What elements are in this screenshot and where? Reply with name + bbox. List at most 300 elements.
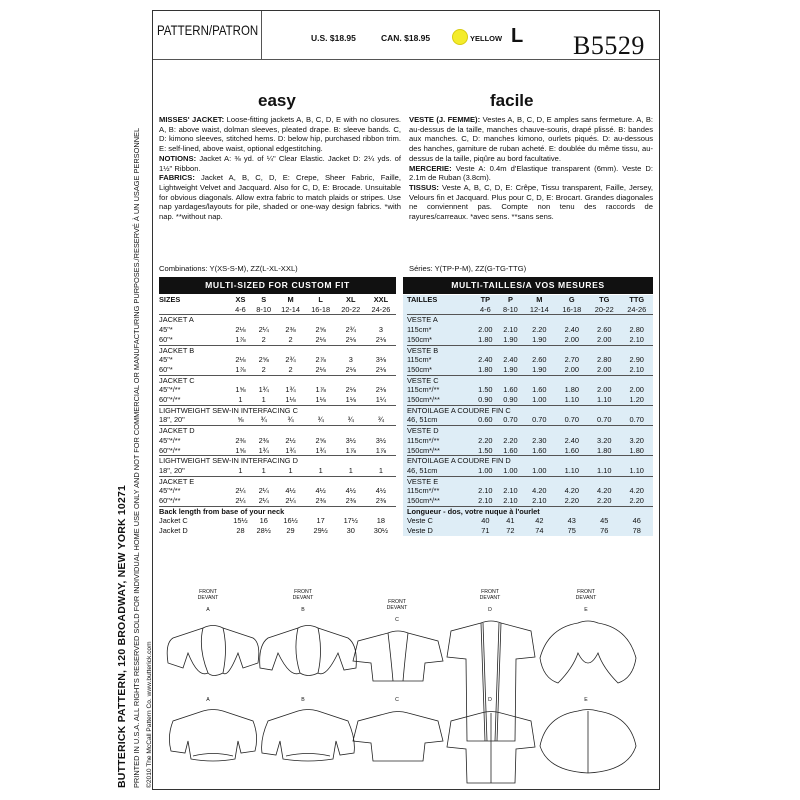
en-yardage-value: 4½: [375, 486, 387, 496]
en-yardage-value: 1: [238, 465, 243, 475]
view-letter-c-back: C: [395, 697, 399, 703]
fr-yardage-value: 1.20: [629, 395, 644, 405]
fr-yardage-value: 1.10: [629, 465, 644, 475]
front-label-d: FRONT DEVANT: [479, 589, 501, 601]
fr-table-row: [407, 355, 653, 365]
en-size-name: XS: [235, 295, 246, 304]
en-group-title: JACKET C: [159, 375, 396, 385]
en-back-length-value: 30½: [373, 526, 389, 536]
en-yardage-value: 1¼: [375, 395, 387, 405]
en-desc-label: MISSES' JACKET:: [159, 115, 225, 124]
en-size-name: L: [318, 295, 323, 304]
fr-group-title-row: [407, 456, 653, 466]
en-yardage-value: 2⅛: [375, 364, 387, 374]
fr-table: [407, 295, 653, 536]
fr-back-length-value: 78: [632, 526, 641, 536]
en-yardage-value: 3½: [375, 435, 387, 445]
en-yardage-value: ¾: [260, 415, 267, 425]
en-size-header: [159, 295, 396, 305]
en-yardage-value: 2: [288, 364, 293, 374]
fr-yardage-value: 1.10: [564, 465, 579, 475]
en-yardage-value: 2⅛: [375, 385, 387, 395]
fr-yardage-value: 1.80: [478, 364, 493, 374]
fr-yardage-value: 2.20: [564, 496, 579, 506]
en-back-length-value: 28½: [256, 526, 271, 536]
en-yardage-value: 2¼: [258, 486, 269, 496]
en-fabric-width: 45"*: [159, 325, 173, 335]
fr-back-length-title: Longueur - dos, votre nuque à l'ourlet: [407, 506, 653, 516]
fr-group-title: ENTOILAGE A COUDRE FIN D: [407, 456, 653, 466]
fr-yardage-value: 4.20: [597, 486, 612, 496]
fr-size-header: [407, 295, 653, 305]
spine-copyright: ©2010 The McCall Pattern Co. www.butterick.com: [146, 641, 153, 788]
fr-yardage-value: 0.70: [503, 415, 518, 425]
fr-group-title: ENTOILAGE A COUDRE FIN C: [407, 405, 653, 415]
en-yardage-value: 1⅛: [315, 395, 326, 405]
fr-size-range: 16-18: [562, 304, 582, 314]
fr-fabric-width: 150cm*/**: [407, 445, 440, 455]
french-heading: facile: [490, 91, 534, 110]
back-view-a: [169, 710, 256, 762]
en-yardage-value: 2: [288, 334, 293, 344]
en-back-length-value: 17½: [343, 516, 358, 526]
fr-group-title-row: [407, 405, 653, 415]
pattern-label: PATTERN/PATRON: [157, 22, 259, 38]
en-yardage-value: 1⅞: [375, 445, 387, 455]
fr-yardage-value: 4.20: [532, 486, 547, 496]
view-letter-d-front: D: [488, 607, 492, 613]
fr-yardage-value: 1.00: [478, 465, 493, 475]
fr-table-row: [407, 415, 653, 425]
fr-yardage-value: 0.90: [503, 395, 518, 405]
fr-table-row: [407, 365, 653, 375]
fr-yardage-value: 2.10: [629, 334, 644, 344]
en-back-length-title: Back length from base of your neck: [159, 506, 396, 516]
technical-drawings: [153, 589, 659, 791]
fr-fabric-width: 150cm*/**: [407, 395, 440, 405]
en-yardage-value: 2¼: [258, 496, 269, 506]
fr-yardage-value: 2.00: [629, 385, 644, 395]
en-table: [159, 295, 396, 536]
en-size-range: 8-10: [256, 304, 272, 314]
fr-yardage-value: 2.20: [532, 325, 547, 335]
en-yardage-value: 3½: [345, 435, 356, 445]
fr-group-title-row: [407, 426, 653, 436]
en-back-length-value: 16½: [283, 516, 298, 526]
fr-yardage-value: 1.80: [564, 385, 579, 395]
fr-yardage-value: 2.40: [478, 355, 493, 365]
en-table-row: [159, 325, 396, 335]
en-yardage-value: 2¼: [235, 496, 246, 506]
en-jacket-label: Jacket D: [159, 526, 188, 536]
front-label-c: FRONT DEVANT: [386, 599, 408, 611]
en-notions-label: NOTIONS:: [159, 153, 197, 163]
fr-yardage-value: 1.80: [629, 445, 644, 455]
en-yardage-value: 1⅛: [285, 395, 296, 405]
en-size-range: 24-26: [371, 304, 391, 314]
fr-back-length-value: 43: [567, 516, 576, 526]
en-combinations: Combinations: Y(XS-S-M), ZZ(L-XL-XXL): [159, 264, 298, 273]
en-table-row: [159, 395, 396, 405]
fr-size-name: P: [507, 295, 513, 304]
fr-back-length-value: 40: [481, 516, 490, 526]
en-fabrics-text: Jacket A, B, C, D, E: Crepe, Sheer Fabric, Faille, Lightweight Velvet and Jacquard. Also for C, D, E: Brocade. Unsuitable for obvious diagonals. Allow extra fabric to match plaids or stripes. Use nap yardages/layouts for pile, shaded or one-way design fabrics. *with nap. **without nap.: [159, 173, 401, 222]
fr-back-length-value: 46: [632, 516, 641, 526]
en-yardage-value: 2: [261, 334, 266, 344]
front-label-b: FRONT DEVANT: [292, 589, 314, 601]
en-yardage-value: 1: [238, 395, 243, 405]
en-yardage-value: 2¼: [258, 325, 269, 335]
fr-table-row: [407, 446, 653, 456]
en-group-title-row: [159, 375, 396, 385]
can-price: CAN. $18.95: [381, 33, 431, 43]
view-letter-c-front: C: [395, 617, 399, 623]
fr-yardage-value: 2.00: [597, 334, 612, 344]
en-yardage-value: 2¾: [285, 355, 296, 365]
fr-size-name: G: [568, 295, 575, 304]
en-fabric-width: 45"*: [159, 355, 173, 365]
fr-desc-label: VESTE (J. FEMME):: [409, 115, 481, 124]
en-yardage-value: 2⅛: [345, 385, 356, 395]
fr-fabric-width: 115cm*/**: [407, 486, 440, 496]
back-view-b: [262, 710, 355, 762]
en-size-name: S: [261, 295, 267, 304]
en-fabric-width: 45"*/**: [159, 486, 181, 496]
fr-yardage-value: 2.00: [597, 385, 612, 395]
en-table-row: [159, 415, 396, 425]
en-table-row: [159, 355, 396, 365]
en-yardage-value: 1: [348, 465, 353, 475]
fr-back-length-value: 72: [506, 526, 515, 536]
spine: [108, 10, 154, 790]
en-yardage-value: ¾: [377, 415, 384, 425]
fr-yardage-value: 1.00: [532, 465, 547, 475]
en-size-range: 12-14: [281, 304, 300, 314]
header: [153, 11, 659, 60]
fr-table-row: [407, 335, 653, 345]
en-table-row: [159, 466, 396, 476]
en-yardage-value: 4½: [345, 486, 356, 496]
fr-yardage-value: 4.20: [629, 486, 644, 496]
fr-sizes-label: TAILLES: [407, 295, 438, 304]
en-table-row: [159, 385, 396, 395]
fr-group-title-row: [407, 375, 653, 385]
fr-group-title-row: [407, 315, 653, 325]
en-yardage-value: ⅝: [237, 415, 244, 425]
fr-table-row: [407, 395, 653, 405]
en-yardage-value: 4½: [285, 486, 296, 496]
front-view-e: [540, 621, 636, 683]
fr-fabric-width: 150cm*: [407, 334, 433, 344]
fr-yardage-value: 0.70: [597, 415, 612, 425]
en-yardage-value: 2⅝: [315, 325, 326, 335]
en-yardage-value: 1⅞: [235, 364, 246, 374]
fr-yardage-value: 0.70: [564, 415, 579, 425]
en-group-title-row: [159, 315, 396, 325]
en-yardage-value: 2¼: [235, 486, 246, 496]
color-label: YELLOW: [470, 34, 503, 43]
en-group-title: LIGHTWEIGHT SEW-IN INTERFACING C: [159, 405, 396, 415]
en-size-range: 4-6: [235, 304, 246, 314]
en-group-title-row: [159, 345, 396, 355]
fr-yardage-value: 2.40: [503, 355, 518, 365]
back-view-d: [447, 712, 535, 784]
drawings-svg: [153, 593, 659, 791]
fr-yardage-value: 2.00: [597, 364, 612, 374]
french-description: [409, 115, 653, 222]
fr-yardage-value: 3.20: [629, 435, 644, 445]
en-yardage-value: 2⅛: [345, 364, 356, 374]
fr-fabric-width: 115cm*/**: [407, 385, 440, 395]
en-yardage-value: 2⅛: [315, 334, 326, 344]
en-yardage-value: 2⅛: [375, 334, 387, 344]
fr-size-name: TG: [599, 295, 610, 304]
fr-yardage-value: 0.90: [478, 395, 493, 405]
fr-size-name: TTG: [629, 295, 645, 304]
en-table-row: [159, 446, 396, 456]
fr-yardage-value: 2.90: [629, 355, 644, 365]
fr-yardage-value: 1.80: [597, 445, 612, 455]
fr-yardage-value: 2.10: [532, 496, 547, 506]
fr-fabric-width: 46, 51cm: [407, 415, 438, 425]
en-yardage-value: 1: [318, 465, 323, 475]
fr-yardage-value: 2.00: [564, 364, 579, 374]
en-group-title-row: [159, 456, 396, 466]
fr-group-title: VESTE A: [407, 315, 653, 325]
fr-yardage-value: 1.90: [532, 334, 547, 344]
fr-yardage-value: 2.60: [532, 355, 547, 365]
en-group-title-row: [159, 476, 396, 486]
fr-size-range: 4-6: [480, 304, 491, 314]
fr-yardage-value: 2.00: [564, 334, 579, 344]
en-yardage-value: 2⅛: [235, 325, 246, 335]
fr-back-length-value: 45: [600, 516, 609, 526]
fr-group-title: VESTE E: [407, 476, 653, 486]
fr-yardage-value: 1.90: [503, 334, 518, 344]
en-fabric-width: 60"*: [159, 334, 173, 344]
fr-yardage-value: 1.00: [532, 395, 547, 405]
en-group-title: JACKET B: [159, 345, 396, 355]
en-yardage-value: 2¾: [345, 325, 356, 335]
en-blank-cell: [159, 305, 229, 315]
fr-yardage-value: 2.20: [597, 496, 612, 506]
fr-yardage-value: 2.10: [478, 486, 493, 496]
en-back-length-title-row: [159, 506, 396, 516]
fr-jacket-label: Veste D: [407, 526, 433, 536]
en-yardage-value: 2⅜: [315, 496, 326, 506]
en-yardage-value: ¾: [347, 415, 354, 425]
en-yardage-value: 2⅜: [258, 435, 269, 445]
en-yardage-value: 1⅞: [235, 334, 246, 344]
fr-table-row: [407, 466, 653, 476]
en-table-row: [159, 335, 396, 345]
en-yardage-value: 1: [261, 465, 266, 475]
fr-size-range-row: [407, 305, 653, 315]
en-table-row: [159, 436, 396, 446]
en-group-title: JACKET D: [159, 426, 396, 436]
fr-table-row: [407, 325, 653, 335]
en-size-name: M: [287, 295, 294, 304]
en-table-row: [159, 365, 396, 375]
view-letter-d-back: D: [488, 697, 492, 703]
en-back-length-value: 30: [346, 526, 355, 536]
en-yardage-table: [159, 295, 396, 536]
en-back-length-value: 29: [286, 526, 295, 536]
fr-back-length-row: [407, 526, 653, 536]
en-sizes-label: SIZES: [159, 295, 181, 304]
en-fabric-width: 60"*/**: [159, 395, 181, 405]
en-size-range-row: [159, 305, 396, 315]
fr-notions-label: MERCERIE:: [409, 163, 452, 173]
fr-size-range: 12-14: [529, 304, 549, 314]
fr-fabric-width: 115cm*/**: [407, 435, 440, 445]
fr-yardage-value: 1.60: [503, 445, 518, 455]
view-letter-b-front: B: [301, 607, 305, 613]
fr-yardage-value: 2.80: [597, 355, 612, 365]
en-yardage-value: 2⅝: [258, 355, 269, 365]
fr-yardage-bar: MULTI-TAILLES/A VOS MESURES: [403, 277, 653, 294]
en-fabric-width: 45"*/**: [159, 435, 181, 445]
back-view-c: [353, 712, 443, 762]
fr-yardage-value: 2.10: [503, 486, 518, 496]
en-yardage-value: 1: [261, 395, 266, 405]
fr-yardage-value: 2.40: [564, 325, 579, 335]
fr-size-range: 20-22: [594, 304, 614, 314]
fr-yardage-value: 1.10: [564, 395, 579, 405]
en-yardage-value: 2⅜: [285, 325, 296, 335]
front-view-c: [353, 631, 443, 681]
en-desc-text: Loose-fitting jackets A, B, C, D, E with no closures. A, B: above waist, dolman sleeves, pleated drape. B: sleeve bands. C, D: kimono sleeves, stitched hems. D: below hip, purchased ribbon trim. E: self-lined, above waist, optional edgestitching.: [159, 115, 401, 154]
fr-table-row: [407, 436, 653, 446]
english-description: [159, 115, 401, 222]
en-yardage-value: 1⅝: [235, 445, 246, 455]
en-size-range: 20-22: [341, 304, 361, 314]
fr-group-title-row: [407, 476, 653, 486]
en-yardage-value: 3: [348, 355, 353, 365]
fr-group-title: VESTE B: [407, 345, 653, 355]
en-yardage-value: 1: [378, 465, 383, 475]
en-yardage-value: 2½: [285, 435, 296, 445]
en-yardage-value: 4½: [315, 486, 326, 496]
pattern-code: B5529: [573, 31, 645, 60]
en-yardage-value: 1¾: [258, 445, 269, 455]
en-fabric-width: 18", 20": [159, 465, 185, 475]
en-size-name: XXL: [373, 295, 389, 304]
front-label-a: FRONT DEVANT: [197, 589, 219, 601]
fr-fabrics-text: Veste A, B, C, D, E: Crêpe, Tissu transparent, Faille, Jersey, Velours fin et Jacquard. Plus pour C, D, E: Brocart. Grandes diagonales ne conviennent pas. Compte non tenu des raccords de rayures/carreaux. *avec sens. **sans sens.: [409, 182, 653, 222]
fr-yardage-value: 1.60: [564, 445, 579, 455]
en-yardage-value: 2⅛: [315, 364, 326, 374]
en-yardage-value: 2⅛: [345, 334, 356, 344]
en-yardage-value: 2⅜: [235, 435, 246, 445]
fr-yardage-value: 1.60: [503, 385, 518, 395]
front-view-b: [260, 626, 357, 676]
fr-yardage-value: 2.40: [564, 435, 579, 445]
view-letter-b-back: B: [301, 697, 305, 703]
fr-size-name: TP: [480, 295, 491, 304]
fr-back-length-value: 42: [535, 516, 544, 526]
fr-yardage-value: 1.90: [503, 364, 518, 374]
en-size-name: XL: [346, 295, 356, 304]
en-back-length-row: [159, 516, 396, 526]
en-yardage-value: 2⅝: [315, 435, 326, 445]
en-yardage-value: 3⅛: [375, 355, 387, 365]
en-size-range: 16-18: [311, 304, 331, 314]
fr-yardage-value: 1.90: [532, 364, 547, 374]
fr-notions-text: Veste A: 0.4m d'Elastique transparent (6mm). Veste D: 2.1m de Ruban (3.8cm).: [409, 163, 653, 183]
fr-yardage-value: 2.20: [629, 496, 644, 506]
en-yardage-bar: MULTI-SIZED FOR CUSTOM FIT: [159, 277, 396, 294]
en-yardage-value: 2⅞: [315, 355, 326, 365]
english-heading: easy: [258, 91, 296, 110]
fr-yardage-value: 2.10: [503, 496, 518, 506]
fr-yardage-value: 0.70: [532, 415, 547, 425]
en-yardage-value: 1¾: [285, 445, 296, 455]
en-yardage-value: ¾: [317, 415, 324, 425]
fr-back-length-value: 41: [506, 516, 515, 526]
fr-yardage-value: 2.00: [478, 325, 493, 335]
spine-address: BUTTERICK PATTERN, 120 BROADWAY, NEW YORK 10271: [116, 484, 128, 788]
en-yardage-value: 1: [288, 465, 293, 475]
pattern-envelope-back: [152, 10, 660, 790]
fr-yardage-value: 1.00: [503, 465, 518, 475]
back-view-e: [540, 710, 636, 774]
fr-group-title: VESTE C: [407, 375, 653, 385]
en-back-length-value: 28: [236, 526, 245, 536]
fr-back-length-row: [407, 516, 653, 526]
fr-yardage-value: 2.60: [597, 325, 612, 335]
fr-yardage-value: 1.60: [532, 385, 547, 395]
fr-yardage-value: 1.10: [597, 465, 612, 475]
en-yardage-value: 2⅛: [235, 355, 246, 365]
en-back-length-value: 16: [259, 516, 268, 526]
en-yardage-value: 3: [378, 325, 383, 335]
fr-fabric-width: 115cm*: [407, 325, 432, 335]
en-yardage-value: 2⅜: [375, 496, 387, 506]
fr-yardage-value: 1.10: [597, 395, 612, 405]
fr-yardage-value: 2.80: [629, 325, 644, 335]
en-yardage-value: ¾: [287, 415, 294, 425]
fr-fabric-width: 150cm*/**: [407, 496, 440, 506]
en-fabric-width: 60"*: [159, 364, 173, 374]
en-yardage-value: 1⅛: [345, 395, 356, 405]
en-group-title-row: [159, 426, 396, 436]
fr-back-length-value: 74: [535, 526, 544, 536]
fr-back-length-value: 76: [600, 526, 609, 536]
en-table-row: [159, 486, 396, 496]
en-yardage-value: 1¾: [258, 385, 269, 395]
fr-yardage-value: 4.20: [564, 486, 579, 496]
en-group-title-row: [159, 405, 396, 415]
fr-yardage-value: 2.20: [478, 435, 493, 445]
fr-yardage-value: 2.10: [503, 325, 518, 335]
en-yardage-value: 1¾: [285, 385, 296, 395]
en-yardage-value: 1⅞: [315, 385, 326, 395]
en-back-length-value: 17: [316, 516, 325, 526]
fr-fabric-width: 115cm*: [407, 355, 432, 365]
en-yardage-value: 1⅝: [235, 385, 246, 395]
en-back-length-value: 15½: [233, 516, 248, 526]
view-letter-e-front: E: [584, 607, 588, 613]
fr-yardage-table: [403, 295, 653, 536]
fr-back-length-value: 71: [481, 526, 490, 536]
size-letter: L: [511, 25, 524, 47]
en-back-length-row: [159, 526, 396, 536]
en-fabric-width: 18", 20": [159, 415, 185, 425]
fr-fabric-width: 46, 51cm: [407, 465, 438, 475]
fr-back-length-value: 75: [567, 526, 576, 536]
fr-yardage-value: 2.70: [564, 355, 579, 365]
